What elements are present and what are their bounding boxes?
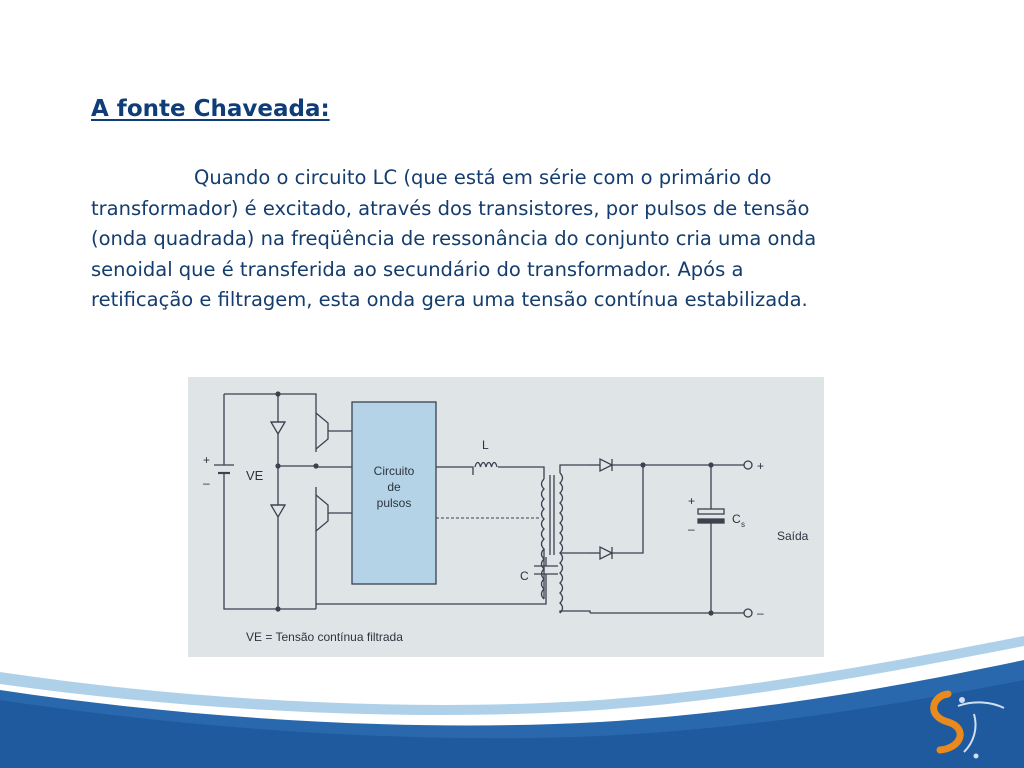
junction-dot: [275, 391, 280, 396]
footer-swoosh: [0, 620, 1024, 768]
logo-dot: [974, 754, 979, 759]
cs-minus-label: –: [688, 522, 695, 536]
cs-label: C: [732, 512, 741, 526]
cs-plate-top: [698, 509, 724, 514]
capacitor-label: C: [520, 569, 529, 583]
slide-title: A fonte Chaveada:: [91, 96, 330, 122]
paragraph-line: retificação e filtragem, esta onda gera uma tensão contínua estabilizada.: [91, 288, 808, 311]
rectifier-bottom-icon: [600, 547, 612, 559]
block-label-line1: Circuito: [373, 464, 415, 478]
logo-light-arc: [964, 714, 976, 752]
source-minus-label: –: [203, 476, 210, 490]
junction-dot: [275, 463, 280, 468]
source-plus-label: +: [203, 453, 211, 467]
secondary-leads: [560, 465, 590, 613]
block-label-line3: pulsos: [376, 496, 412, 510]
diode-bottom-icon: [271, 505, 285, 517]
secondary-coil-icon: [560, 473, 563, 613]
inductor-icon: [475, 463, 497, 468]
junction-dot: [275, 606, 280, 611]
ve-label: VE: [246, 468, 264, 483]
top-wire: [224, 394, 316, 407]
paragraph-line: Quando o circuito LC (que está em série com o primário do: [194, 166, 772, 189]
rectifier-join-wire: [612, 465, 643, 553]
diagram-caption: VE = Tensão contínua filtrada: [246, 630, 403, 644]
body-paragraph: [91, 163, 951, 316]
circuit-svg: [188, 377, 824, 657]
rectifier-top-icon: [600, 459, 612, 471]
inductor-to-primary: [498, 467, 544, 479]
output-plus-label: +: [757, 459, 765, 473]
cs-subscript: s: [741, 520, 745, 529]
output-terminal-minus: [744, 609, 752, 617]
paragraph-line: senoidal que é transferida ao secundário do transformador. Após a: [91, 257, 744, 281]
junction-dot: [313, 463, 318, 468]
paragraph-line: (onda quadrada) na freqüência de ressonância do conjunto cria uma onda: [91, 227, 817, 250]
inductor-label: L: [482, 438, 489, 452]
block-label-line2: de: [387, 480, 401, 494]
junction-dot: [640, 462, 645, 467]
transistor-top-icon: [316, 413, 328, 449]
cs-plate-bottom: [698, 519, 724, 523]
logo-dot: [959, 697, 965, 703]
junction-dot: [708, 462, 713, 467]
paragraph-line: transformador) é excitado, através dos transistores, por pulsos de tensão: [91, 196, 810, 220]
transistor-bottom-icon: [316, 495, 328, 531]
company-logo-icon: [918, 686, 1018, 760]
cs-plus-label: +: [688, 494, 696, 508]
circuit-diagram: [188, 377, 824, 657]
output-label: Saída: [777, 529, 809, 543]
output-minus-label: –: [757, 606, 764, 620]
output-terminal-plus: [744, 461, 752, 469]
logo-light-arc: [958, 702, 1004, 708]
left-wire: [224, 394, 316, 609]
logo-orange-stroke: [934, 694, 961, 750]
diode-top-icon: [271, 422, 285, 434]
junction-dot: [708, 610, 713, 615]
